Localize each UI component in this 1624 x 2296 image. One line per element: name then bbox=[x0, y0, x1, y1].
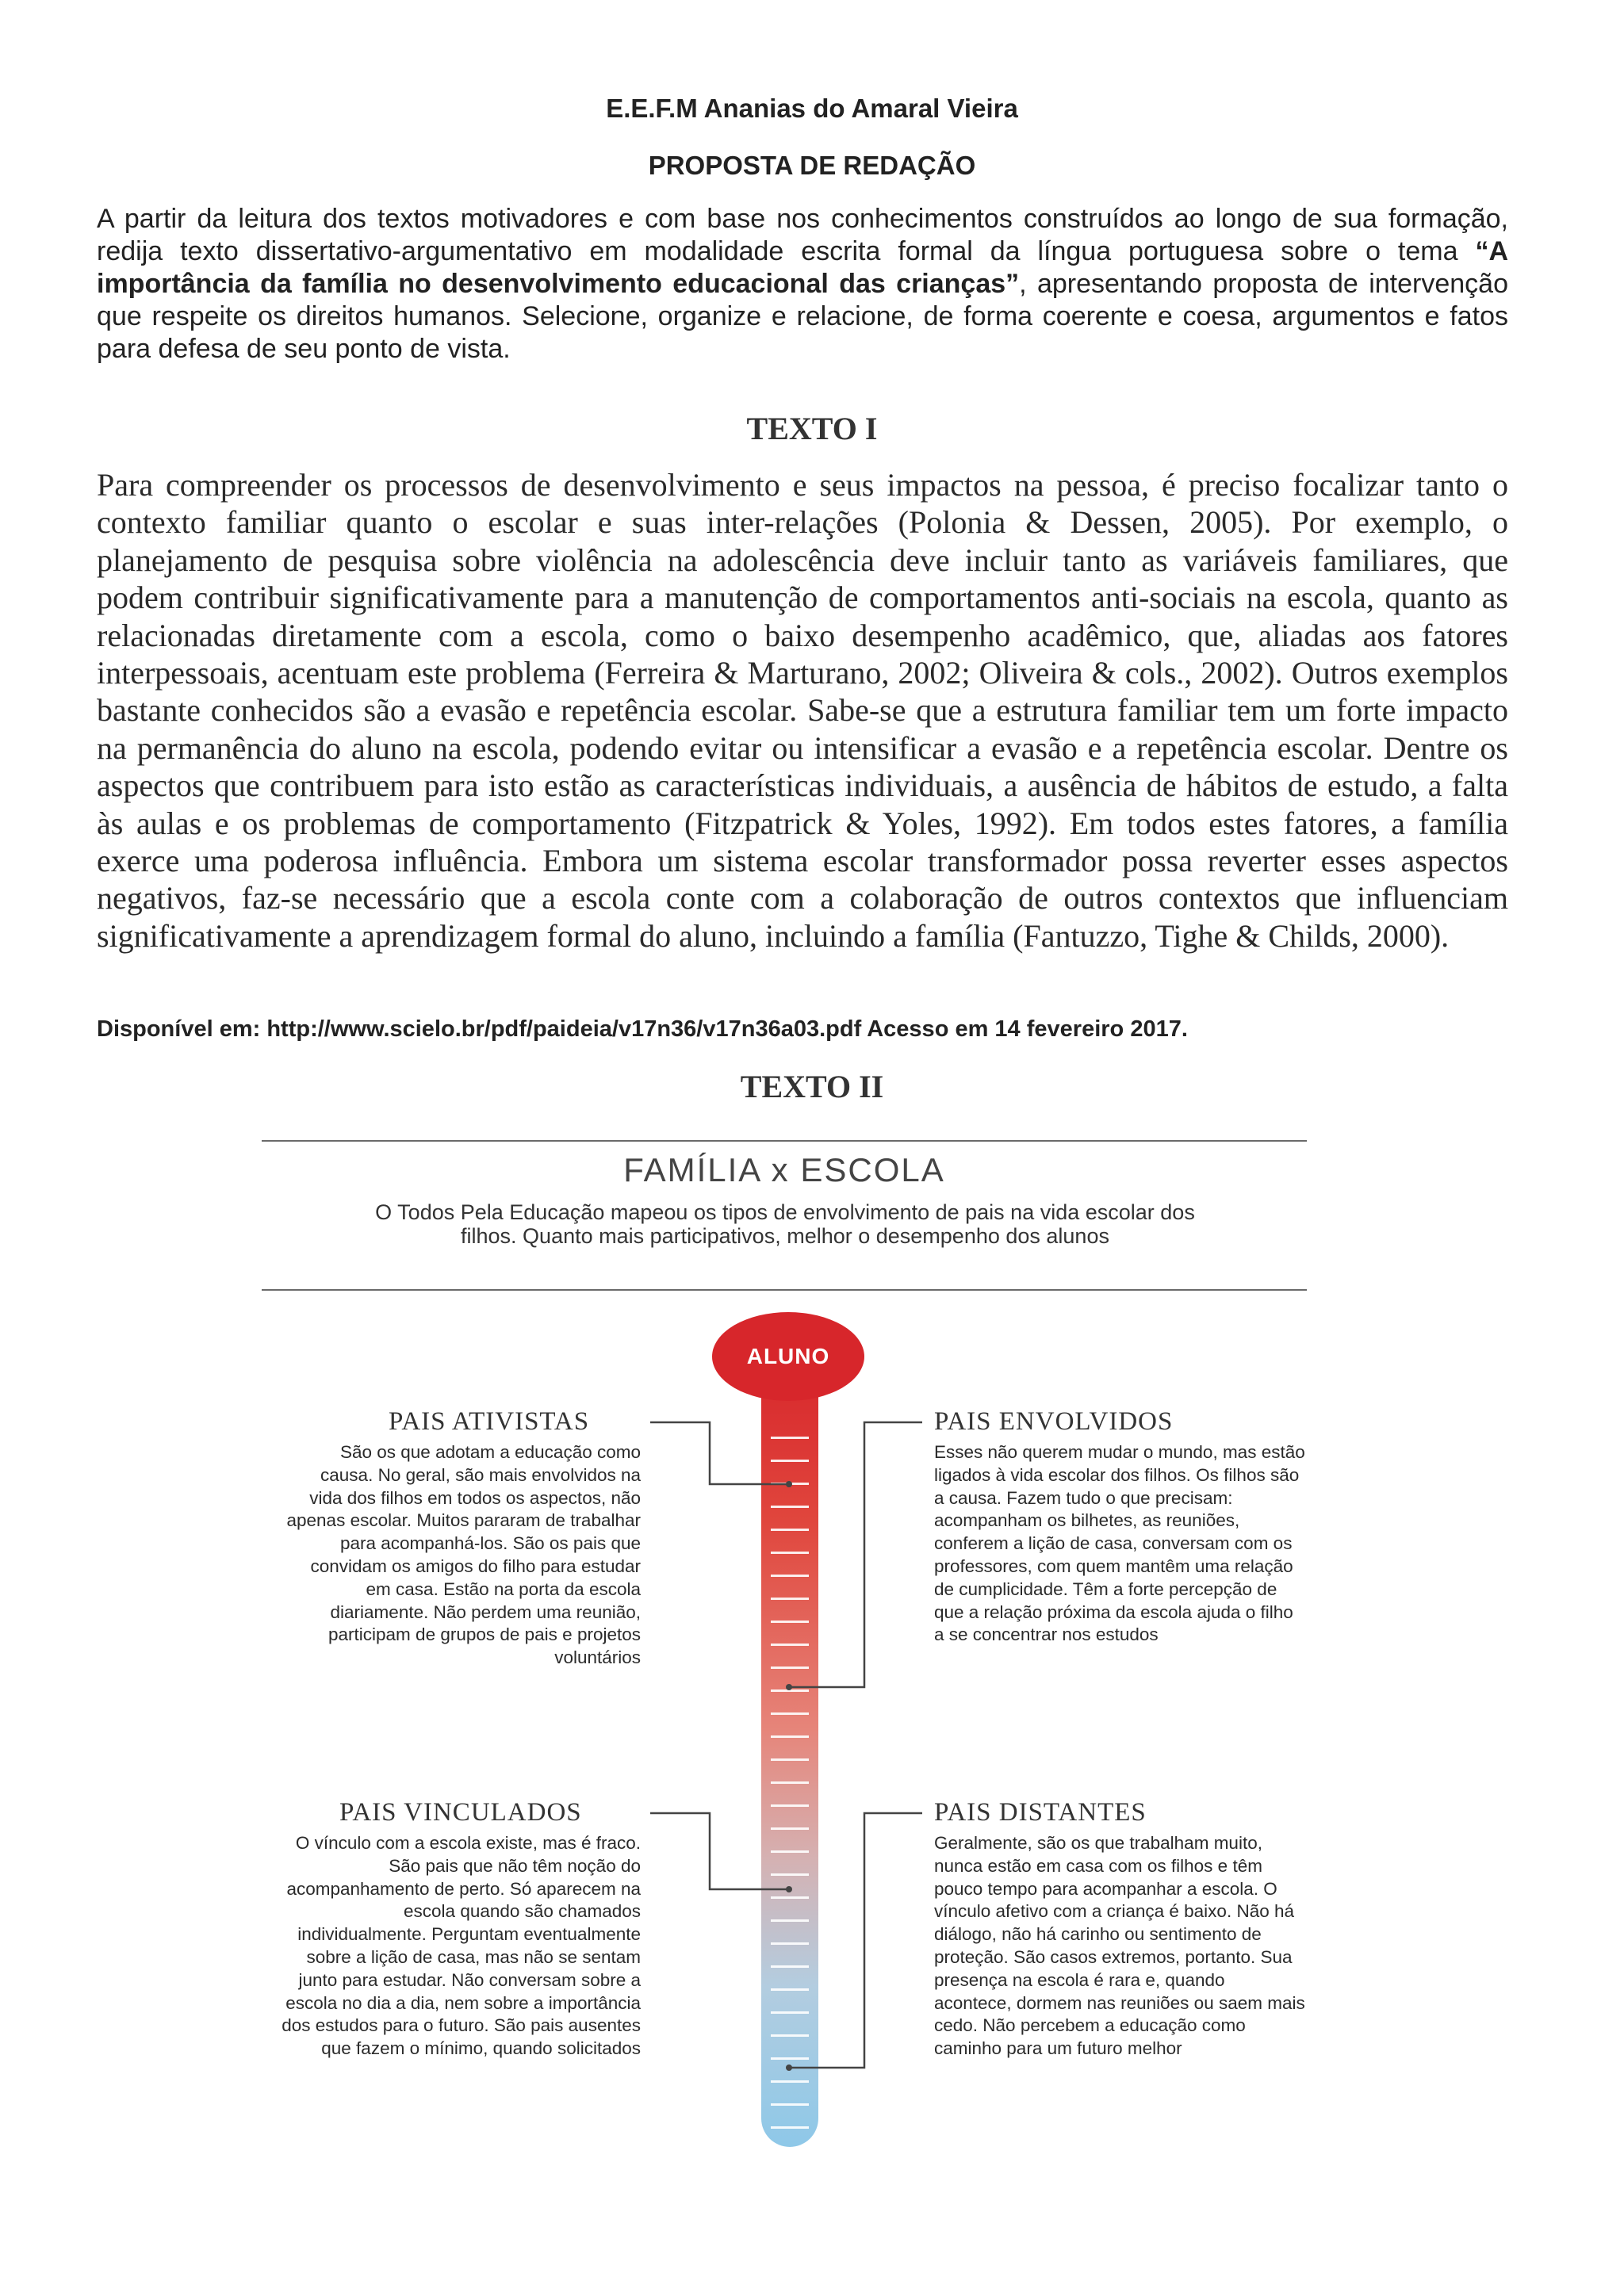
texto1-heading: TEXTO I bbox=[746, 411, 878, 446]
thermometer-tick bbox=[771, 2057, 809, 2060]
thermometer-tick bbox=[771, 1781, 809, 1784]
pais-ativistas-title: PAIS ATIVISTAS bbox=[389, 1407, 590, 1436]
thermometer-tick bbox=[771, 2080, 809, 2083]
thermometer-tick bbox=[771, 1712, 809, 1715]
aluno-badge: ALUNO bbox=[712, 1312, 864, 1401]
thermometer-tick bbox=[771, 2103, 809, 2106]
thermometer-tick bbox=[771, 1942, 809, 1945]
proposal-text-after: , apresentando proposta de intervenção que respeite os direitos humanos. Selecione, organize e relacione, de forma coerente e coesa, argumentos e fatos para defesa de seu ponto de vista. bbox=[97, 269, 1508, 364]
school-name: E.E.F.M Ananias do Amaral Vieira bbox=[606, 94, 1018, 123]
thermometer-tick bbox=[771, 1437, 809, 1439]
infographic-title: FAMÍLIA x ESCOLA bbox=[623, 1151, 945, 1188]
pais-envolvidos-title: PAIS ENVOLVIDOS bbox=[934, 1407, 1174, 1436]
infographic-top-rule bbox=[262, 1140, 1307, 1142]
thermometer-tick bbox=[771, 1529, 809, 1531]
thermometer-tick bbox=[771, 1506, 809, 1508]
thermometer-tick bbox=[771, 1575, 809, 1577]
thermometer-tick bbox=[771, 1460, 809, 1462]
infographic-bottom-rule bbox=[262, 1289, 1307, 1291]
thermometer-tick bbox=[771, 1850, 809, 1853]
thermometer-tick bbox=[771, 1873, 809, 1876]
thermometer-tick bbox=[771, 1758, 809, 1761]
infographic-subtitle: O Todos Pela Educação mapeou os tipos de envolvimento de pais na vida escolar dos filhos. Quanto mais participativos, melhor o desempenho dos alunos bbox=[375, 1200, 1195, 1248]
pais-ativistas-text: São os que adotam a educação como causa. No geral, são mais envolvidos na vida dos filhos em todos os aspectos, não apenas escolar. Muitos pararam de trabalhar para acompanhá-los. São os pais que convidam os amigos do filho para estudar em casa. Estão na porta da escola diariamente. Não perdem uma reunião, participam de grupos de pais e projetos voluntários bbox=[286, 1442, 641, 1668]
pais-distantes-title: PAIS DISTANTES bbox=[934, 1798, 1147, 1827]
texto1-body: Para compreender os processos de desenvolvimento e seus impactos na pessoa, é preciso focalizar tanto o contexto familiar quanto o escolar e suas inter-relações (Polonia & Dessen, 2005). Por exemplo, o planejamento de pesquisa sobre violência na adolescência deve incluir tanto as variáveis familiares, que podem contribuir significativamente para a manutenção de comportamentos anti-sociais na escola, quanto as relacionadas diretamente com a escola, como o baixo desempenho acadêmico, que, aliadas aos fatores interpessoais, acentuam este problema (Ferreira & Marturano, 2002; Oliveira & cols., 2002). Outros exemplos bastante conhecidos são a evasão e repetência escolar. Sabe-se que a estrutura familiar tem um forte impacto na permanência do aluno na escola, podendo evitar ou intensificar a evasão e a repetência escolar. Dentre os aspectos que contribuem para isto estão as características individuais, a ausência de hábitos de estudo, a falta às aulas e os problemas de comportamento (Fitzpatrick & Yoles, 1992). Em todos estes fatores, a família exerce uma poderosa influência. Embora um sistema escolar transformador possa reverter esses aspectos negativos, faz-se necessário que a escola conte com a colaboração de outros contextos que influenciam significativamente a aprendizagem formal do aluno, incluindo a família (Fantuzzo, Tighe & Childs, 2000). bbox=[97, 467, 1508, 954]
thermometer-tick bbox=[771, 2126, 809, 2129]
thermometer-tick bbox=[771, 1804, 809, 1807]
thermometer-tick bbox=[771, 1644, 809, 1646]
texto1-source: Disponível em: http://www.scielo.br/pdf/paideia/v17n36/v17n36a03.pdf Acesso em 14 fevereiro 2017. bbox=[97, 1016, 1188, 1042]
thermometer-tick bbox=[771, 1621, 809, 1623]
thermometer-tick bbox=[771, 1965, 809, 1968]
thermometer-tick bbox=[771, 1552, 809, 1554]
proposal-text bbox=[97, 203, 1508, 365]
pais-vinculados-title: PAIS VINCULADOS bbox=[339, 1798, 582, 1827]
thermometer-tick bbox=[771, 1919, 809, 1922]
thermometer-tick bbox=[771, 1988, 809, 1991]
texto2-heading: TEXTO II bbox=[740, 1069, 884, 1104]
thermometer-tick bbox=[771, 1827, 809, 1830]
thermometer-tick bbox=[771, 1598, 809, 1600]
pais-distantes-text: Geralmente, são os que trabalham muito, nunca estão em casa com os filhos e têm pouco tempo para acompanhar a escola. O vínculo afetivo com a criança é baixo. Não há diálogo, não há carinho ou sentimento de proteção. São casos extremos, portanto. Sua presença na escola é rara e, quando acontece, dormem nas reuniões ou saem mais cedo. Não percebem a educação como caminho para um futuro melhor bbox=[934, 1833, 1305, 2059]
thermometer-tick bbox=[771, 1735, 809, 1738]
proposal-theme: “A importância da família no desenvolvimento educacional das crianças” bbox=[97, 236, 1508, 299]
thermometer-tick bbox=[771, 1667, 809, 1669]
pais-vinculados-text: O vínculo com a escola existe, mas é fraco. São pais que não têm noção do acompanhamento de perto. Só aparecem na escola quando são chamados individualmente. Perguntam eventualmente sobre a lição de casa, mas não se sentam junto para estudar. Não conversam sobre a escola no dia a dia, nem sobre a importância dos estudos para o futuro. São pais ausentes que fazem o mínimo, quando solicitados bbox=[282, 1833, 641, 2059]
thermometer-tick bbox=[771, 1689, 809, 1692]
thermometer-tick bbox=[771, 2034, 809, 2037]
proposal-title: PROPOSTA DE REDAÇÃO bbox=[648, 151, 976, 180]
thermometer-bar bbox=[761, 1345, 818, 2147]
pais-envolvidos-text: Esses não querem mudar o mundo, mas estão ligados à vida escolar dos filhos. Os filhos são a causa. Fazem tudo o que precisam: acompanham os bilhetes, as reuniões, conferem a lição de casa, conversam com os professores, com quem mantêm uma relação de cumplicidade. Têm a forte percepção de que a relação próxima da escola ajuda o filho a se concentrar nos estudos bbox=[934, 1442, 1305, 1645]
thermometer-tick bbox=[771, 1896, 809, 1899]
proposal-text-before: A partir da leitura dos textos motivadores e com base nos conhecimentos construídos ao longo de sua formação, redija texto dissertativo-argumentativo em modalidade escrita formal da língua portuguesa sobre o tema bbox=[97, 204, 1508, 266]
thermometer-tick bbox=[771, 2011, 809, 2014]
thermometer-tick bbox=[771, 1483, 809, 1485]
